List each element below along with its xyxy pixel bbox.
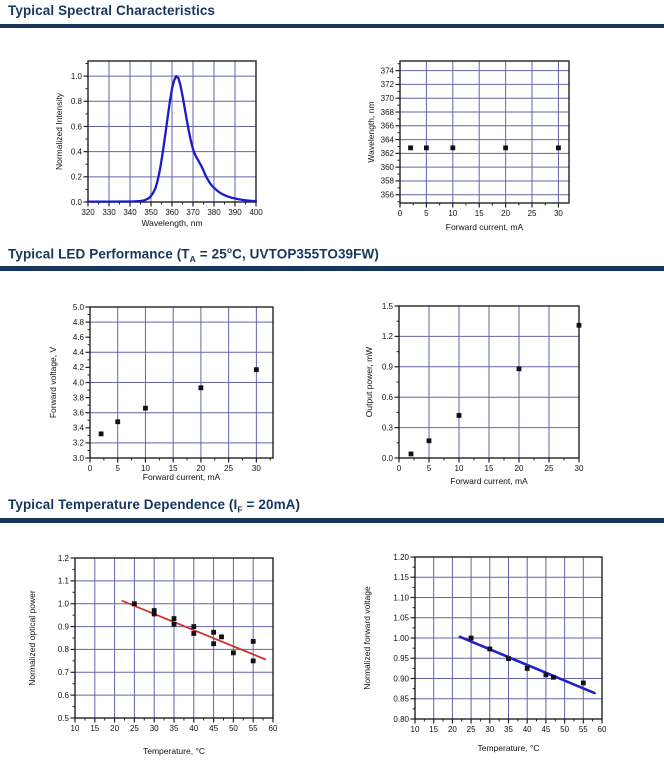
x-tick-label: 10 (454, 464, 464, 473)
y-tick-label: 0.8 (57, 645, 69, 655)
x-tick-label: 30 (574, 464, 584, 473)
x-tick-label: 0 (396, 464, 402, 473)
section-title-text: C, UVTOP355TO39FW) (232, 246, 379, 262)
y-tick-label: 3.0 (72, 453, 84, 463)
y-tick-label: 0.0 (70, 197, 82, 207)
y-tick-label: 360 (380, 162, 394, 172)
y-tick-label: 1.0 (57, 599, 69, 609)
chart-spectral-intensity (54, 61, 263, 228)
subscript-text: F (237, 504, 243, 515)
chart-optical-power-vs-temperature (27, 554, 278, 756)
chart-forward-voltage-vs-current (48, 303, 273, 482)
x-tick-label: 20 (501, 209, 511, 218)
y-tick-label: 1.5 (381, 301, 393, 311)
y-axis-label: Normalized optical power (27, 590, 37, 686)
y-tick-label: 0.4 (70, 147, 82, 157)
y-tick-label: 0.9 (57, 622, 69, 632)
section-title-text: Typical Spectral Characteristics (8, 3, 216, 18)
x-tick-label: 40 (522, 725, 532, 734)
y-tick-label: 1.00 (393, 633, 409, 643)
x-tick-label: 10 (410, 725, 420, 734)
section-title-text: = 25 (195, 246, 227, 262)
y-axis-label: Forward voltage, V (48, 346, 58, 419)
x-tick-label: 20 (447, 725, 457, 734)
y-tick-label: 1.2 (381, 332, 393, 342)
x-tick-label: 35 (169, 724, 179, 733)
y-axis-label: Wavelength, nm (366, 101, 376, 163)
y-tick-label: 368 (380, 107, 394, 117)
x-tick-label: 60 (597, 725, 607, 734)
x-tick-label: 55 (578, 725, 588, 734)
section-title-text: Typical LED Performance (T (8, 246, 190, 262)
y-tick-label: 4.4 (72, 348, 84, 358)
y-tick-label: 364 (380, 135, 394, 145)
y-tick-label: 1.2 (57, 553, 69, 563)
x-axis-label: Forward current, mA (450, 476, 528, 486)
y-tick-label: 0.6 (381, 393, 393, 402)
x-tick-label: 340 (123, 208, 137, 217)
x-axis-label: Wavelength, nm (141, 218, 203, 228)
x-tick-label: 30 (553, 209, 563, 218)
x-tick-label: 60 (268, 724, 278, 733)
y-tick-label: 3.6 (72, 408, 84, 418)
y-tick-label: 0.7 (57, 668, 69, 678)
y-tick-label: 0.2 (70, 172, 82, 182)
x-tick-label: 330 (102, 208, 116, 217)
x-tick-label: 320 (81, 208, 95, 217)
y-tick-label: 366 (380, 121, 394, 131)
x-tick-label: 50 (228, 724, 238, 733)
x-tick-label: 15 (429, 725, 439, 734)
x-tick-label: 15 (168, 464, 178, 473)
superscript-text: o (226, 245, 233, 255)
y-tick-label: 0.95 (393, 654, 409, 664)
y-tick-label: 372 (380, 80, 394, 90)
y-tick-label: 356 (380, 190, 394, 200)
x-tick-label: 25 (544, 464, 554, 473)
y-axis-label: Normalized forward voltage (362, 586, 372, 690)
y-tick-label: 1.15 (393, 573, 409, 583)
section-title-temperature (8, 497, 300, 515)
y-tick-label: 0.6 (57, 690, 69, 700)
x-tick-label: 5 (115, 464, 120, 473)
section-divider (0, 24, 664, 29)
x-tick-label: 10 (448, 209, 458, 218)
x-tick-label: 15 (484, 464, 494, 473)
x-tick-label: 10 (70, 724, 80, 733)
y-tick-label: 5.0 (72, 302, 84, 312)
x-tick-label: 5 (426, 464, 432, 473)
section-title-spectral (8, 3, 215, 18)
x-tick-label: 30 (485, 725, 495, 734)
series-forward-voltage (99, 367, 259, 436)
y-tick-label: 4.8 (72, 317, 84, 327)
x-tick-label: 25 (129, 724, 139, 733)
x-tick-label: 400 (249, 208, 263, 217)
section-title-text: Typical Temperature Dependence (I (8, 497, 238, 512)
y-tick-label: 358 (380, 176, 394, 186)
chart-peak-wavelength-vs-current (366, 61, 569, 232)
section-title-text: = 20mA) (242, 497, 301, 512)
y-tick-label: 0.6 (70, 122, 82, 132)
x-tick-label: 45 (209, 724, 219, 733)
x-tick-label: 55 (248, 724, 258, 733)
x-tick-label: 380 (207, 208, 221, 217)
y-tick-label: 362 (380, 149, 394, 159)
x-tick-label: 25 (466, 725, 476, 734)
section-divider (0, 266, 664, 271)
y-tick-label: 0.80 (393, 714, 409, 724)
x-tick-label: 35 (504, 725, 513, 734)
y-tick-label: 4.6 (72, 333, 84, 342)
x-tick-label: 0 (397, 209, 403, 218)
series-peak-wavelength (408, 145, 561, 150)
y-tick-label: 374 (380, 66, 394, 76)
y-tick-label: 0.0 (381, 453, 393, 463)
x-tick-label: 370 (186, 208, 200, 217)
y-tick-label: 0.5 (57, 713, 69, 723)
section-divider (0, 518, 664, 523)
y-tick-label: 4.0 (72, 378, 84, 388)
x-tick-label: 30 (251, 464, 261, 473)
x-tick-label: 20 (110, 724, 120, 733)
y-tick-label: 4.2 (72, 363, 84, 373)
section-title-performance (8, 245, 379, 264)
x-axis-label: Forward current, mA (445, 222, 524, 232)
y-tick-label: 0.90 (393, 674, 409, 684)
x-tick-label: 25 (527, 209, 537, 218)
chart-output-power-vs-current (364, 302, 584, 486)
x-axis-label: Temperature, °C (143, 746, 205, 756)
x-tick-label: 15 (474, 209, 484, 218)
x-tick-label: 20 (196, 464, 206, 473)
y-tick-label: 0.8 (70, 97, 82, 107)
x-axis-label: Temperature, °C (477, 743, 540, 753)
y-axis-label: Output power, mW (364, 346, 374, 418)
y-tick-label: 1.0 (70, 71, 82, 81)
y-tick-label: 3.8 (72, 393, 84, 403)
y-tick-label: 1.20 (393, 552, 409, 562)
chart-forward-voltage-vs-temperature (362, 553, 607, 753)
y-tick-label: 370 (380, 94, 394, 104)
y-tick-label: 0.85 (393, 694, 409, 704)
x-tick-label: 50 (560, 725, 570, 734)
y-tick-label: 3.2 (72, 438, 84, 448)
x-tick-label: 40 (189, 724, 199, 733)
x-tick-label: 390 (228, 208, 242, 217)
y-tick-label: 1.10 (393, 593, 409, 603)
y-tick-label: 0.3 (381, 423, 393, 433)
y-tick-label: 0.9 (381, 362, 393, 372)
x-tick-label: 0 (87, 464, 93, 473)
x-tick-label: 10 (141, 464, 150, 473)
x-tick-label: 45 (541, 725, 551, 734)
y-tick-label: 1.1 (57, 576, 69, 586)
y-axis-label: Normalized Intensity (54, 92, 64, 171)
x-tick-label: 350 (144, 208, 158, 217)
x-tick-label: 20 (514, 464, 524, 473)
series-output-power (409, 323, 582, 456)
x-tick-label: 25 (224, 464, 234, 473)
subscript-text: A (189, 254, 196, 265)
y-tick-label: 3.4 (72, 423, 84, 433)
x-axis-label: Forward current, mA (142, 472, 221, 482)
x-tick-label: 30 (149, 724, 159, 733)
x-tick-label: 15 (90, 724, 100, 733)
y-tick-label: 1.05 (393, 613, 409, 623)
x-tick-label: 360 (165, 208, 179, 217)
x-tick-label: 5 (424, 209, 429, 218)
